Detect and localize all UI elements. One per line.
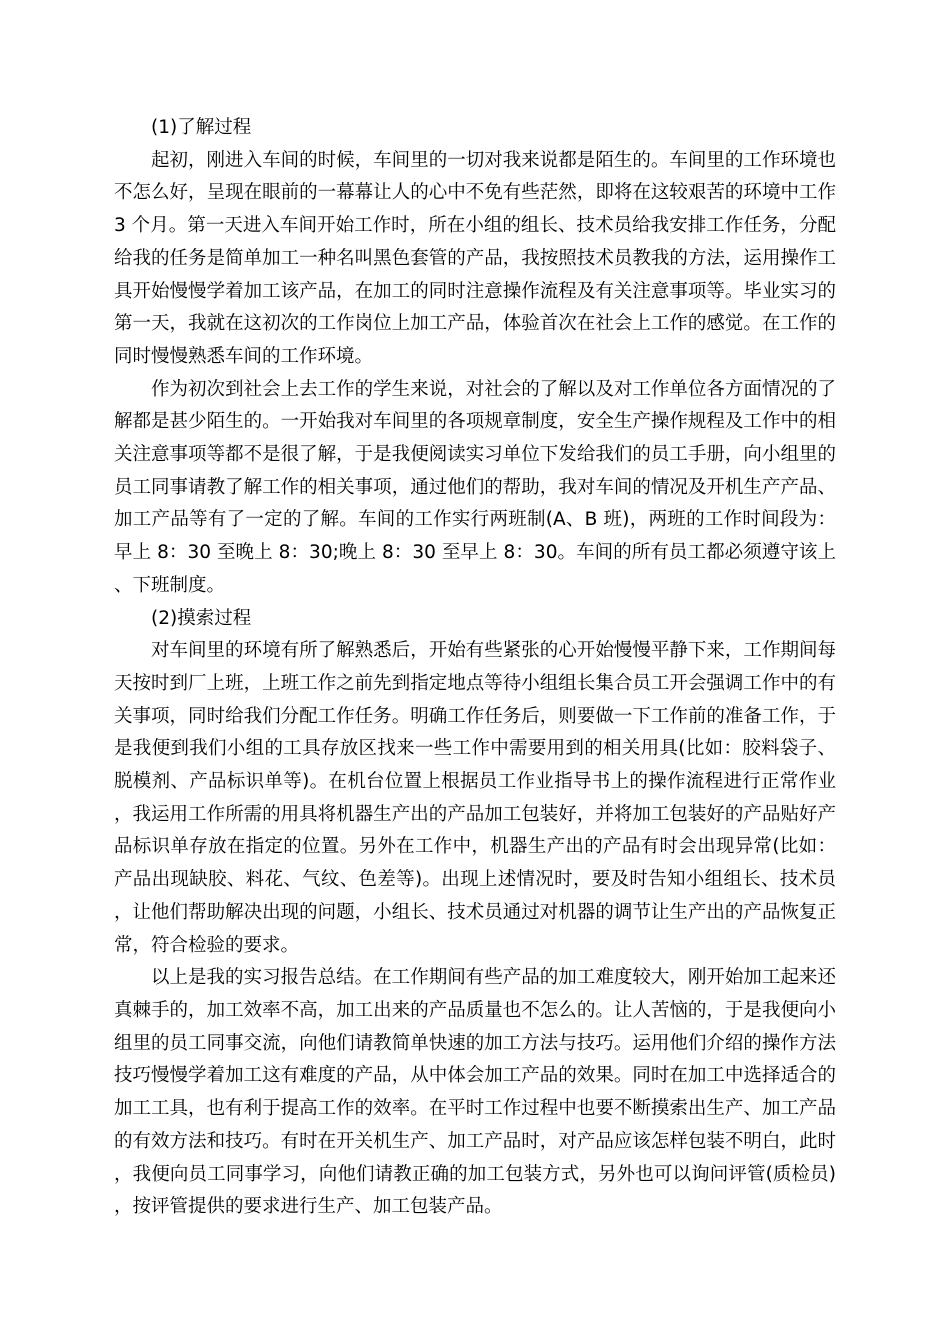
paragraph-workshop-rules: 作为初次到社会上去工作的学生来说，对社会的了解以及对工作单位各方面情况的了解都是甚少陌生的。一开始我对车间里的各项规章制度，安全生产操作规程及工作中的相关注意事项等都不是很了解，于是我便阅读实习单位下发给我们的员工手册，向小组里的员工同事请教了解工作的相关事项，通过他们的帮助，我对车间的情况及开机生产产品、加工产品等有了一定的了解。车间的工作实行两班制(A、B 班)，两班的工作时间段为：早上 8：30 至晚上 8：30;晚上 8：30 至早上 8：30。车间的所有员工都必须遵守该上、下班制度。 [114, 378, 836, 596]
section-heading-exploring: (2)摸索过程 [151, 607, 252, 629]
paragraph-daily-work: 对车间里的环境有所了解熟悉后，开始有些紧张的心开始慢慢平静下来，工作期间每天按时到厂上班，上班工作之前先到指定地点等待小组组长集合员工开会强调工作中的有关事项，同时给我们分配工作任务。明确工作任务后，则要做一下工作前的准备工作，于是我便到我们小组的工具存放区找来一些工作中需要用到的相关用具(比如：胶料袋子、脱模剂、产品标识单等)。在机台位置上根据员工作业指导书上的操作流程进行正常作业，我运用工作所需的用具将机器生产出的产品加工包装好，并将加工包装好的产品贴好产品标识单存放在指定的位置。另外在工作中，机器生产出的产品有时会出现异常(比如：产品出现缺胶、料花、气纹、色差等)。出现上述情况时，要及时告知小组组长、技术员，让他们帮助解决出现的问题，小组长、技术员通过对机器的调节让生产出的产品恢复正常，符合检验的要求。 [114, 640, 836, 956]
document-page [114, 112, 836, 1224]
paragraph-first-day: 起初，刚进入车间的时候，车间里的一切对我来说都是陌生的。车间里的工作环境也不怎么好，呈现在眼前的一幕幕让人的心中不免有些茫然，即将在这较艰苦的环境中工作 3 个月。第一天进入车间开始工作时，所在小组的组长、技术员给我安排工作任务，分配给我的任务是简单加工一种名叫黑色套管的产品，我按照技术员教我的方法，运用操作工具开始慢慢学着加工该产品，在加工的同时注意操作流程及有关注意事项等。毕业实习的第一天，我就在这初次的工作岗位上加工产品，体验首次在社会上工作的感觉。在工作的同时慢慢熟悉车间的工作环境。 [114, 149, 836, 367]
section-heading-understanding: (1)了解过程 [151, 117, 252, 138]
paragraph-summary: 以上是我的实习报告总结。在工作期间有些产品的加工难度较大，刚开始加工起来还真棘手的，加工效率不高，加工出来的产品质量也不怎么的。让人苦恼的，于是我便向小组里的员工同事交流，向他们请教简单快速的加工方法与技巧。运用他们介绍的操作方法技巧慢慢学着加工这有难度的产品，从中体会加工产品的效果。同时在加工中选择适合的加工工具，也有利于提高工作的效率。在平时工作过程中也要不断摸索出生产、加工产品的有效方法和技巧。有时在开关机生产、加工产品时，对产品应该怎样包装不明白，此时，我便向员工同事学习，向他们请教正确的加工包装方式，另外也可以询问评管(质检员)，按评管提供的要求进行生产、加工包装产品。 [114, 967, 836, 1218]
